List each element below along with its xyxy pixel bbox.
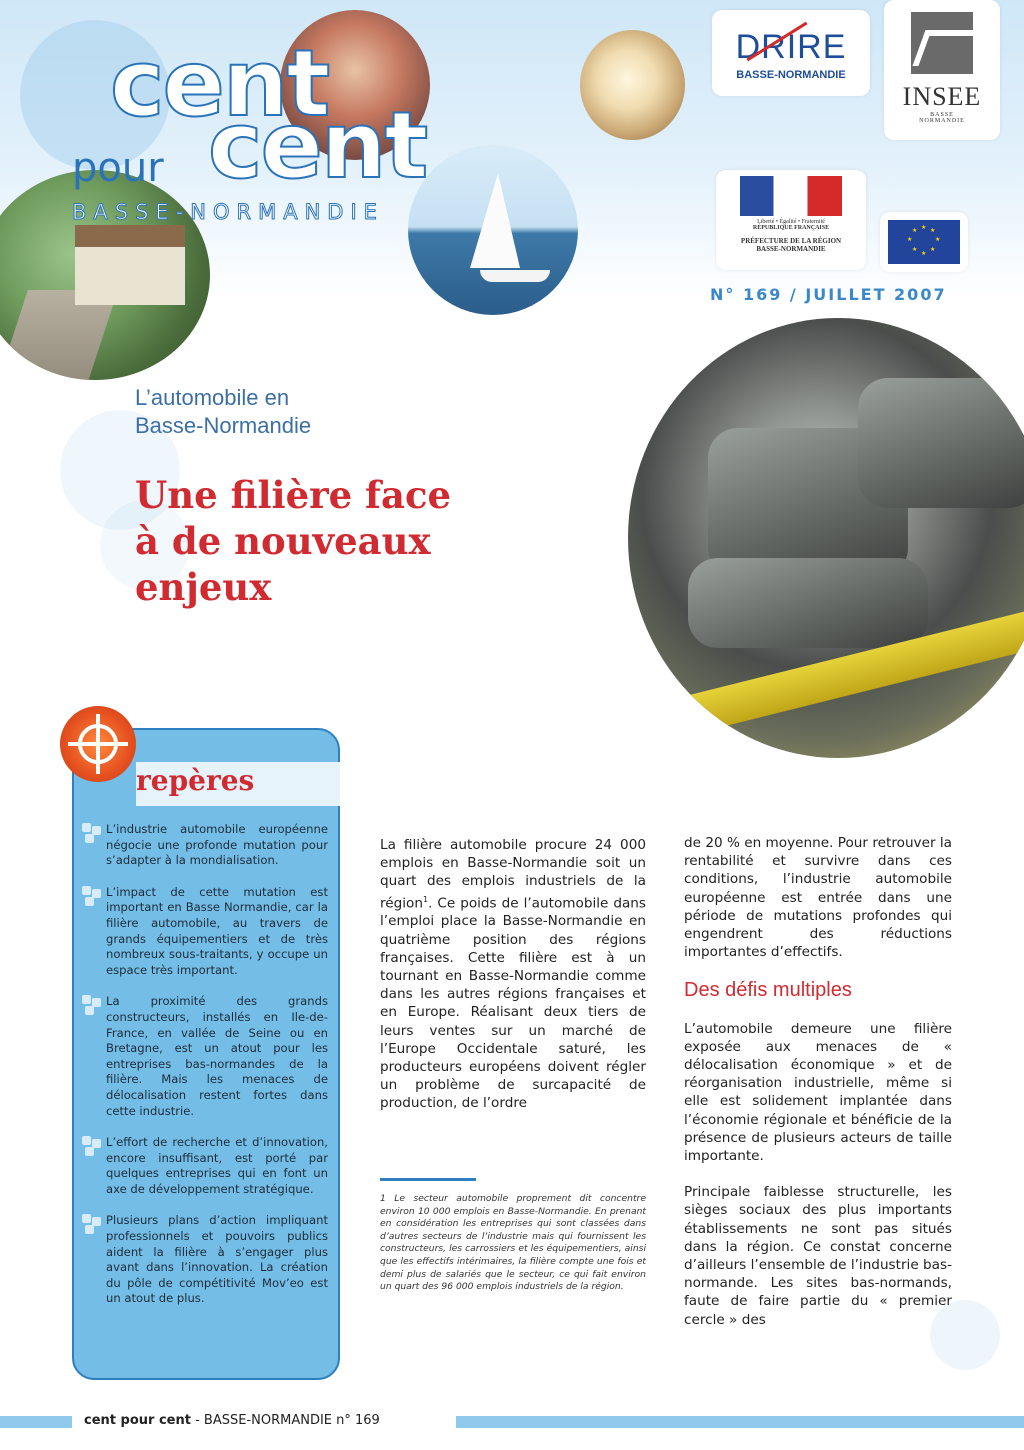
sailboat-photo xyxy=(408,145,578,315)
footer-issue: - BASSE-NORMANDIE n° 169 xyxy=(190,1413,380,1428)
body-paragraph xyxy=(380,836,646,1113)
logo-word-pour: pour xyxy=(72,145,164,191)
issue-number: N° 169 / JUILLET 2007 xyxy=(710,285,947,304)
headline-line-2: à de nouveaux xyxy=(135,519,431,563)
prefecture-name-2: BASSE-NORMANDIE xyxy=(756,245,826,254)
reperes-item-text: L’impact de cette mutation est important en Basse Normandie, car la filière automobile, au travers de grands équipementiers et de très nombreux sous-traitants, y occupe un espace très important. xyxy=(106,884,328,977)
kicker-line-1: L’automobile en xyxy=(135,385,290,410)
drire-subtitle: BASSE-NORMANDIE xyxy=(736,69,846,81)
puzzle-icon xyxy=(82,995,102,1017)
footer-brand: cent pour cent xyxy=(84,1413,191,1428)
reperes-item-text: Plusieurs plans d’action impliquant professionnels et pouvoirs publics aident la filière à s’engager plus avant dans l’innovation. La création du pôle de compétitivité Mov’eo est un atout de plus. xyxy=(106,1213,328,1306)
eu-logo xyxy=(880,212,968,272)
logo-word-cent-top: cent xyxy=(110,30,329,137)
insee-subtitle-1: BASSE xyxy=(930,112,954,118)
puzzle-icon xyxy=(82,1136,102,1158)
body-text: La filière automobile procure 24 000 emplois en Basse-Normandie soit un quart des emplois industriels de la région xyxy=(380,837,646,912)
footer-text xyxy=(84,1413,380,1428)
body-column-2 xyxy=(684,834,952,1347)
reperes-list xyxy=(82,822,328,1323)
reperes-item xyxy=(82,1135,328,1197)
headline-line-1: Une filière face xyxy=(135,473,452,517)
headline-line-3: enjeux xyxy=(135,565,272,609)
insee-subtitle-2: NORMANDIE xyxy=(919,118,965,124)
drire-logo xyxy=(712,10,870,96)
drire-title: DRIRE xyxy=(735,28,847,66)
footer-bar-left xyxy=(0,1416,72,1428)
eu-flag-icon: ★ ★ ★ ★ ★ ★ ★ ★ xyxy=(888,220,960,264)
kicker-line-2: Basse-Normandie xyxy=(135,413,312,438)
article-kicker xyxy=(135,384,311,440)
puzzle-icon xyxy=(82,823,102,845)
body-column-1 xyxy=(380,836,646,1131)
insee-title: INSEE xyxy=(902,82,982,111)
insee-logo xyxy=(884,0,1000,140)
engine-assembly-photo xyxy=(628,318,1024,758)
body-text: . Ce poids de l’automobile dans l’emploi place la Basse-Normandie en quatrième position des régions françaises. Cette filière est à un tournant en Basse-Normandie comme dans les autres régions françaises et en Europe. Réalisant deux tiers de leurs ventes sur un marché de l’Europe Occidentale saturé, les producteurs européens doivent régler un problème de surcapacité de production, de l’ordre xyxy=(380,895,646,1112)
cheese-photo xyxy=(580,30,685,140)
reperes-item-text: L’effort de recherche et d’innovation, encore insuffisant, est porté par quelques entreprises qui en font un axe de développement stratégique. xyxy=(106,1135,328,1196)
body-paragraph: Principale faiblesse structurelle, les sièges sociaux des plus importants établissements ne sont pas situés dans la région. Ce constat concerne d’ailleurs l’ensemble de l’industrie bas-normande. Les sites bas-normands, faute de faire partie du « premier cercle » des xyxy=(684,1184,952,1328)
article-headline xyxy=(135,472,555,610)
prefecture-name-1: PRÉFECTURE DE LA RÉGION xyxy=(740,237,842,245)
logo-region: BASSE-NORMANDIE xyxy=(72,200,384,224)
insee-mark-icon xyxy=(911,12,973,74)
body-paragraph: L’automobile demeure une filière exposée aux menaces de « délocalisation économique » et de réorganisation industrielle, même si elle est solidement implantée dans l’économie régionale et bénéficie de la présence de plusieurs acteurs de taille importante. xyxy=(684,1020,952,1165)
puzzle-icon xyxy=(82,886,102,908)
footnote-rule xyxy=(380,1178,476,1181)
puzzle-icon xyxy=(82,1214,102,1236)
french-flag-icon xyxy=(740,176,842,216)
prefecture-motto: Liberté • Égalité • Fraternité xyxy=(757,219,825,225)
reperes-item xyxy=(82,994,328,1119)
section-heading: Des défis multiples xyxy=(684,979,852,1002)
reperes-item xyxy=(82,885,328,979)
prefecture-logo xyxy=(716,170,866,270)
reperes-item-text: La proximité des grands constructeurs, installés en Ile-de-France, en vallée de Seine ou en Bretagne, est un atout pour les entreprises bas-normandes de la filière. Mais les menaces de délocalisation restent fortes dans cette industrie. xyxy=(106,994,328,1118)
reperes-item xyxy=(82,1213,328,1307)
target-icon xyxy=(60,706,136,782)
footer-bar-right xyxy=(456,1416,1024,1428)
footnote-ref: 1 xyxy=(423,894,429,904)
footnote: 1 Le secteur automobile proprement dit concentre environ 10 000 emplois en Basse-Normandie. En prenant en considération les entreprises qui sont classées dans d’autres secteurs de l’industrie mais qui fournissent les constructeurs, les carrossiers et les équipementiers, ainsi que les effectifs intérimaires, la filière compte une fois et demi plus de salariés que le secteur, ce qui fait environ un quart des 96 000 emplois industriels de la région. xyxy=(380,1193,646,1293)
logo-word-cent-bottom: cent xyxy=(208,92,427,199)
reperes-title: repères xyxy=(136,764,255,797)
reperes-item-text: L’industrie automobile européenne négocie une profonde mutation pour s’adapter à la mondialisation. xyxy=(106,822,328,868)
body-paragraph: de 20 % en moyenne. Pour retrouver la rentabilité et survivre dans ces conditions, l’industrie automobile européenne est entrée dans une période de mutations profondes qui engendrent des réductions importantes d’effectifs. xyxy=(684,835,952,961)
reperes-item xyxy=(82,822,328,869)
prefecture-republic: RÉPUBLIQUE FRANÇAISE xyxy=(752,225,830,231)
